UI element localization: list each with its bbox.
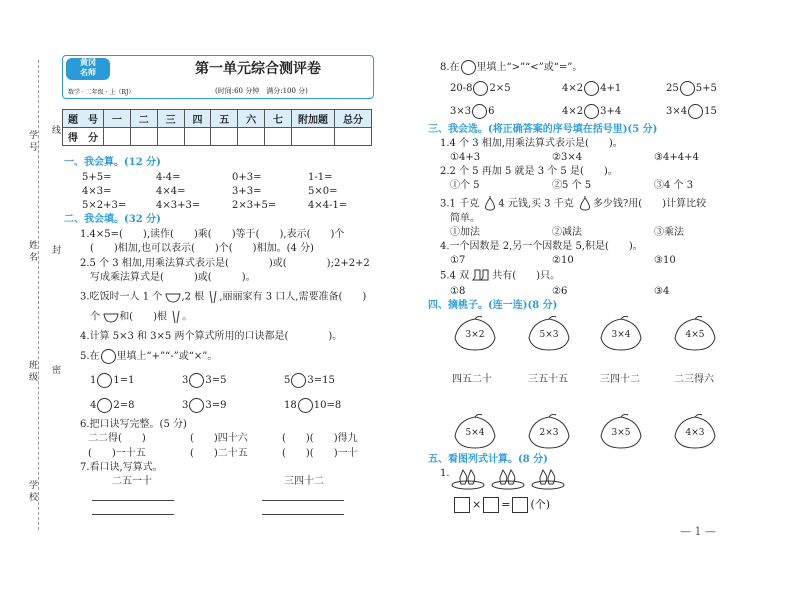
score-cell[interactable] (211, 128, 238, 146)
option[interactable]: ③10 (654, 255, 676, 266)
option[interactable]: ③4 个 3 (654, 180, 694, 191)
answer-box[interactable] (483, 497, 499, 513)
fill-item: 18 10=8 (284, 400, 342, 411)
peach-card[interactable]: 3×2 (452, 316, 498, 352)
fill-item: 3 3=5 (182, 375, 227, 386)
option[interactable]: ①7 (450, 255, 466, 266)
table-header-cell: 七 (265, 110, 292, 128)
question-text: ( )相加,也可以表示( )个( )相加。(4 分) (90, 243, 314, 254)
question-text: 4.一个因数是 2,另一个因数是 5,积是( )。 (440, 241, 643, 252)
answer-circle[interactable] (461, 60, 476, 75)
score-table (62, 109, 372, 146)
line-mark: 线 (52, 126, 62, 136)
rhyme-label[interactable]: 四五二十 (452, 374, 492, 385)
fill-item: 1 1=1 (90, 375, 135, 386)
question-text: 1.4 个 3 相加,用乘法算式表示是( )。 (440, 138, 623, 149)
pears-on-plates-picture (450, 464, 570, 490)
section-3-title: 三、我会选。(将正确答案的序号填在括号里)(5 分) (428, 124, 658, 135)
score-cell[interactable] (292, 128, 335, 146)
question-text: 7.看口诀,写算式。 (80, 462, 163, 473)
fill-item: 4 2=8 (90, 400, 135, 411)
peach-card[interactable]: 2×3 (526, 414, 572, 450)
table-header-cell: 总分 (335, 110, 372, 128)
calc-item: 5+5= (82, 172, 112, 183)
pear-icon (482, 196, 498, 212)
bowl-icon (103, 311, 119, 323)
answer-circle[interactable] (291, 373, 306, 388)
calc-item: 5×0= (308, 186, 338, 197)
chopsticks-icon (170, 310, 182, 324)
class-label: 班 级 (27, 360, 37, 381)
rhyme-item: ( )二十五 (190, 448, 248, 459)
answer-line[interactable] (92, 514, 174, 515)
subject-label: 数学 · 二年级 · 上（RJ） (68, 89, 135, 96)
compare-item: 4×2 3+4 (562, 106, 622, 117)
table-header-cell: 四 (184, 110, 211, 128)
option[interactable]: ②3×4 (552, 152, 583, 163)
rhyme-label[interactable]: 三四十二 (600, 374, 640, 385)
rhyme-item: ( )四十六 (190, 433, 248, 444)
compare-item: 25 5+5 (666, 83, 717, 94)
rhyme-item: ( )( )一十 (282, 448, 358, 459)
option[interactable]: ②10 (552, 255, 574, 266)
question-text: 4.计算 5×3 和 3×5 两个算式所用的口诀都是( )。 (80, 331, 343, 342)
question-text: 1.4×5=( ),读作( )乘( )等于( ),表示( )个 (80, 229, 345, 240)
option[interactable]: ②减法 (552, 227, 582, 238)
section-5-title: 五、看图列式计算。(8 分) (428, 454, 548, 465)
table-header-cell: 一 (104, 110, 131, 128)
logo: 黄冈 名师 (66, 58, 110, 80)
score-cell[interactable] (157, 128, 184, 146)
option[interactable]: ①8 (450, 286, 466, 297)
peach-card[interactable]: 4×5 (672, 316, 718, 352)
bowl-icon (165, 291, 181, 303)
compare-item: 3×4 15 (666, 106, 717, 117)
table-header-cell: 三 (157, 110, 184, 128)
table-header-cell: 二 (130, 110, 157, 128)
table-header-cell: 题 号 (63, 110, 104, 128)
time-info: (时间:60 分钟 满分:100 分) (215, 87, 308, 95)
answer-circle[interactable] (189, 373, 204, 388)
question-text: 2.2 个 5 再加 5 就是 3 个 5 是( )。 (440, 166, 618, 177)
compare-item: 20-8 2×5 (450, 83, 511, 94)
answer-line[interactable] (262, 500, 344, 501)
answer-circle[interactable] (101, 349, 116, 364)
rhyme-prompt: 二五一十 (112, 476, 152, 487)
close-mark: 密 (52, 366, 62, 376)
question-number: 1. (440, 468, 450, 479)
question-text: 写成乘法算式是( )或( )。 (90, 272, 256, 283)
calc-item: 4-4= (156, 172, 181, 183)
peach-card[interactable]: 3×4 (598, 316, 644, 352)
calc-item: 4×3= (82, 186, 112, 197)
page-title: 第一单元综合测评卷 (195, 61, 321, 77)
rhyme-item: ( )一十五 (88, 448, 146, 459)
option[interactable]: ①个 5 (450, 180, 480, 191)
answer-circle[interactable] (298, 398, 313, 413)
option[interactable]: ①4+3 (450, 152, 481, 163)
fill-item: 5 3=15 (284, 375, 335, 386)
rhyme-item: ( )( )得九 (282, 433, 358, 444)
answer-circle[interactable] (584, 104, 599, 119)
equation-row: × = (个) (452, 497, 550, 513)
rhyme-label[interactable]: 二三得六 (674, 374, 714, 385)
option[interactable]: ②5 个 5 (552, 180, 592, 191)
score-cell[interactable] (104, 128, 131, 146)
option[interactable]: ②6 (552, 286, 568, 297)
calc-item: 0+3= (232, 172, 262, 183)
calc-item: 5×2+3= (82, 200, 127, 211)
score-row-label: 得 分 (63, 128, 104, 146)
fill-item: 3 3=9 (182, 400, 227, 411)
answer-box[interactable] (512, 497, 528, 513)
question-text: 2.5 个 3 相加,用乘法算式表示是( )或( );2+2+2 (80, 258, 370, 269)
compare-item: 4×2 4+1 (562, 83, 622, 94)
rhyme-label[interactable]: 三五十五 (528, 374, 568, 385)
option[interactable]: ③4+4+4 (654, 152, 699, 163)
question-text: 个 和( )根 。 (90, 311, 193, 323)
question-text: 3.1 千克 4 元钱,买 3 千克 多少钱?用( )计算比较 (440, 196, 706, 212)
section-4-title: 四、摘桃子。(连一连)(8 分) (428, 300, 558, 311)
cut-line (38, 60, 39, 530)
answer-circle[interactable] (473, 81, 488, 96)
section-2-title: 二、我会填。(32 分) (64, 214, 161, 225)
section-1-title: 一、我会算。(12 分) (64, 157, 161, 168)
peach-card[interactable]: 5×4 (452, 414, 498, 450)
score-cell[interactable] (238, 128, 265, 146)
answer-circle[interactable] (680, 81, 695, 96)
table-header-cell: 六 (238, 110, 265, 128)
score-cell[interactable] (184, 128, 211, 146)
question-text: 3.吃饭时一人 1 个 ,2 根 ,丽丽家有 3 口人,需要准备( ) (80, 291, 367, 303)
answer-line[interactable] (92, 500, 174, 501)
question-text: 8.在 里填上“>”“<”或“=”。 (440, 62, 583, 73)
calc-item: 3+3= (232, 186, 262, 197)
answer-circle[interactable] (97, 373, 112, 388)
rhyme-prompt: 三四十二 (284, 476, 324, 487)
page-number: — 1 — (680, 525, 716, 538)
calc-item: 4×4-1= (308, 200, 348, 211)
school-label: 学 校 (27, 480, 37, 501)
question-text: 6.把口诀写完整。(5 分) (80, 419, 187, 430)
question-text: 5.在 里填上“+”“-”或“×”。 (80, 351, 218, 362)
student-number-label: 学 号 (27, 130, 37, 151)
answer-circle[interactable] (688, 104, 703, 119)
answer-circle[interactable] (97, 398, 112, 413)
table-header-cell: 附加题 (292, 110, 335, 128)
calc-item: 1-1= (308, 172, 333, 183)
score-cell[interactable] (335, 128, 372, 146)
answer-circle[interactable] (472, 104, 487, 119)
rhyme-item: 二二得( ) (88, 433, 146, 444)
option[interactable]: ③4 (654, 286, 670, 297)
pear-icon (577, 196, 593, 212)
score-cell[interactable] (265, 128, 292, 146)
option[interactable]: ③乘法 (654, 227, 684, 238)
answer-circle[interactable] (584, 81, 599, 96)
score-cell[interactable] (130, 128, 157, 146)
calc-item: 2×3+5= (232, 200, 277, 211)
calc-item: 4×3+3= (156, 200, 201, 211)
question-text: 5.4 双 共有( )只。 (440, 270, 561, 282)
peach-card[interactable]: 5×3 (526, 316, 572, 352)
peach-card[interactable]: 3×5 (598, 414, 644, 450)
seal-mark: 封 (52, 246, 62, 256)
calc-item: 4×4= (156, 186, 186, 197)
name-label: 姓 名 (27, 240, 37, 261)
socks-icon (472, 269, 492, 283)
option[interactable]: ①加法 (450, 227, 480, 238)
table-header-cell: 五 (211, 110, 238, 128)
answer-box[interactable] (454, 497, 470, 513)
question-text: 简单。 (450, 213, 480, 224)
answer-circle[interactable] (189, 398, 204, 413)
peach-card[interactable]: 4×3 (672, 414, 718, 450)
chopsticks-icon (207, 290, 219, 304)
compare-item: 3×3 6 (450, 106, 495, 117)
answer-line[interactable] (262, 514, 344, 515)
